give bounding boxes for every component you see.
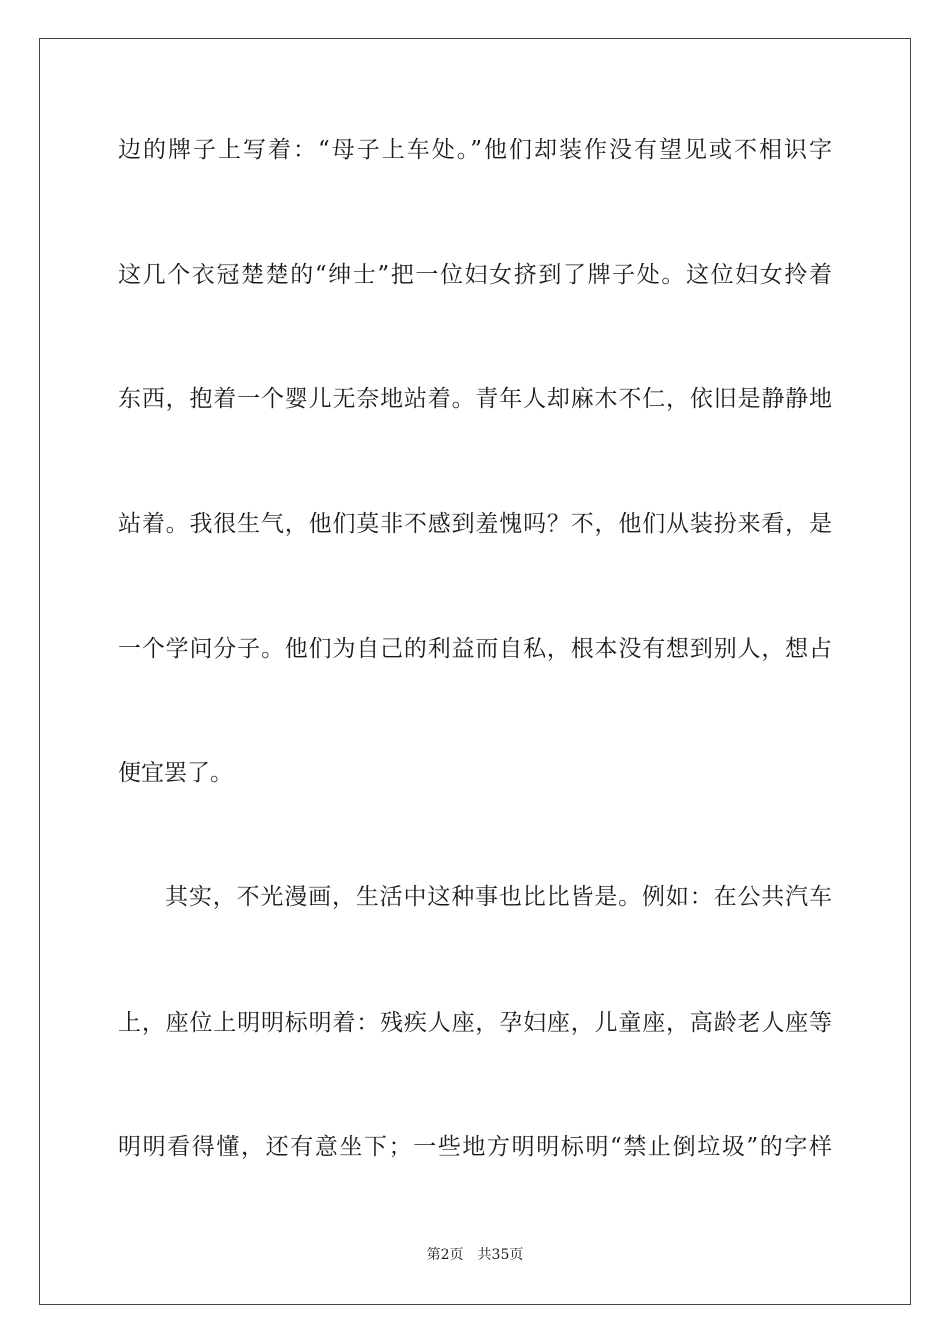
text-line: 上，座位上明明标明着：残疾人座，孕妇座，儿童座，高龄老人座等 bbox=[118, 1010, 832, 1036]
page-border bbox=[39, 38, 911, 1305]
paragraph-first-line: 其实，不光漫画，生活中这种事也比比皆是。例如：在公共汽车 bbox=[165, 884, 832, 910]
page-total: 共35页 bbox=[477, 1247, 524, 1263]
text-line: 便宜罢了。 bbox=[118, 760, 233, 786]
text-line: 这几个衣冠楚楚的“绅士”把一位妇女挤到了牌子处。这位妇女拎着 bbox=[118, 262, 832, 288]
page-number: 第2页 bbox=[426, 1247, 464, 1263]
text-line: 站着。我很生气，他们莫非不感到羞愧吗？不，他们从装扮来看，是 bbox=[118, 511, 832, 537]
text-line: 东西，抱着一个婴儿无奈地站着。青年人却麻木不仁，依旧是静静地 bbox=[118, 386, 832, 412]
text-line: 边的牌子上写着：“母子上车处。”他们却装作没有望见或不相识字 bbox=[118, 137, 832, 163]
page-footer bbox=[0, 1246, 950, 1264]
text-line: 明明看得懂，还有意坐下；一些地方明明标明“禁止倒垃圾”的字样 bbox=[118, 1134, 832, 1160]
text-line: 一个学问分子。他们为自己的利益而自私，根本没有想到别人，想占 bbox=[118, 636, 832, 662]
